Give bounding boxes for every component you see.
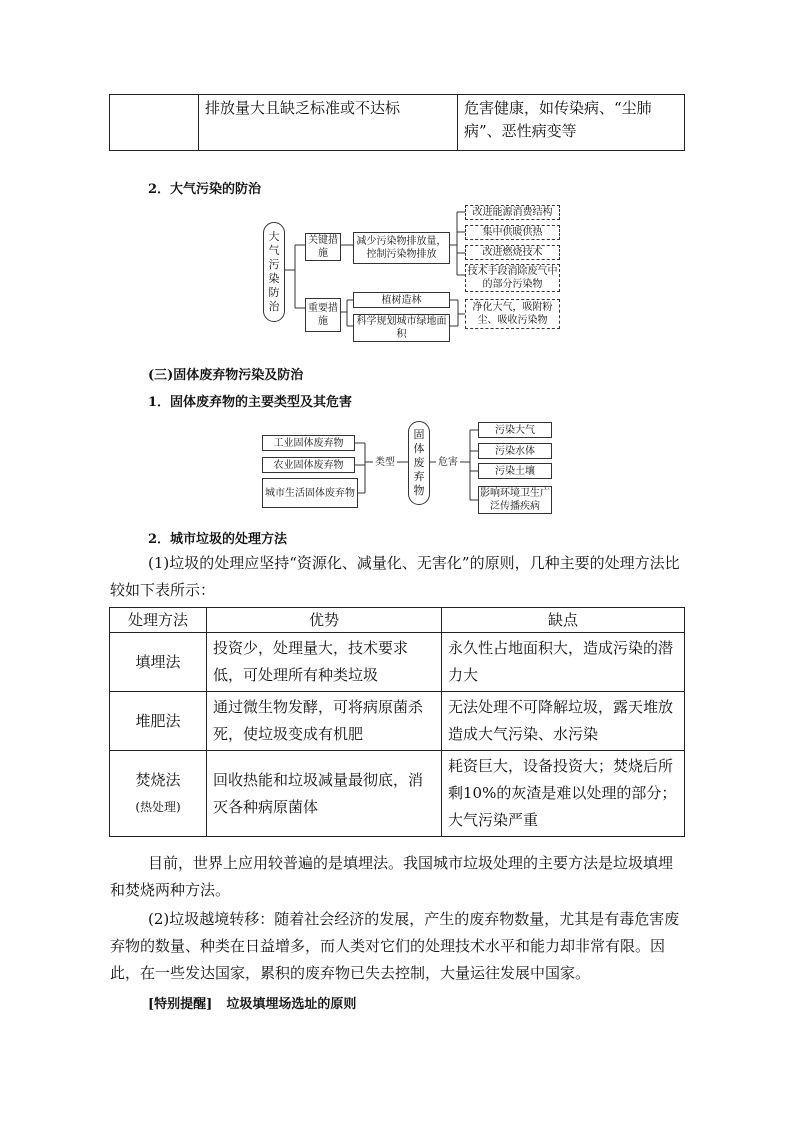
table-header-cell: 缺点 [442,608,685,633]
table-row [110,751,685,837]
key-item-label: 减少污染物排放量，控制污染物排放 [356,236,447,260]
type-label: 类型 [373,453,397,468]
harm-box [478,422,552,438]
special-note-text: 垃圾填埋场选址的原则 [226,997,357,1012]
harm-box [478,443,552,459]
method-cell [110,751,207,837]
waste-type-label: 工业固体废弃物 [273,437,344,449]
waste-type-box [262,435,355,451]
table-header-cell: 处理方法 [110,608,207,633]
important-outcome-label: 净化大气，吸附粉尘、吸收污染物 [472,302,553,326]
air-root-label: 大气污染防治 [268,230,280,313]
table-header-cell: 优势 [207,608,442,633]
solid-sub-heading: 1．固体废弃物的主要类型及其危害 [148,395,353,410]
solid-waste-center-label: 固体废弃物 [413,428,425,497]
important-item-label: 植树造林 [381,294,422,306]
important-measures-label: 重要措施 [308,303,338,327]
harm-label: 危害 [436,453,460,468]
harm-box [478,486,552,514]
waste-type-label: 城市生活固体废弃物 [265,487,355,499]
method-name: 焚烧法 [135,770,181,789]
top-table-cell-cause: 排放量大且缺乏标准或不达标 [199,95,458,151]
key-measures-label: 关键措施 [308,235,338,259]
special-note [148,993,356,1012]
waste-type-box [262,478,358,508]
cons-cell: 无法处理不可降解垃圾，露天堆放造成大气污染、水污染 [442,692,685,751]
waste-type-label: 农业固体废弃物 [273,459,344,471]
garbage-methods-table [109,607,685,837]
harm-box [478,463,552,479]
key-outcome-label: 改进燃烧技术 [482,247,543,258]
garbage-intro: (1)垃圾的处理应坚持“资源化、减量化、无害化”的原则，几种主要的处理方法比较如下表所示： [110,554,680,599]
special-note-label: [特别提醒] [148,997,213,1012]
key-outcome-label: 改进能源消费结构 [472,207,553,218]
method-note: (热处理) [135,799,181,814]
pros-cell: 投资少，处理量大，技术要求低，可处理所有种类垃圾 [207,633,442,692]
table-header-row [110,608,685,633]
key-outcome-label: 技术手段消除废气中的部分污染物 [467,266,558,290]
solid-heading: (三)固体废弃物污染及防治 [148,368,304,383]
important-item-label: 科学规划城市绿地面积 [356,316,447,340]
paragraph-2: (2)垃圾越境转移：随着社会经济的发展，产生的废弃物数量，尤其是有毒危害废弃物的数量、种类在日益增多，而人类对它们的处理技术水平和能力却非常有限。因此，在一些发达国家，累积的废弃物已失去控制，大量运往发展中国家。 [110,910,680,982]
solid-waste-center-box [408,421,430,505]
paragraph-1: 目前，世界上应用较普遍的是填埋法。我国城市垃圾处理的主要方法是垃圾填埋和焚烧两种方法。 [110,854,674,899]
pros-cell: 回收热能和垃圾减量最彻底，消灭各种病原菌体 [207,751,442,837]
top-table-cell-harm: 危害健康，如传染病、“尘肺病”、恶性病变等 [458,95,685,151]
harm-item-label: 污染土壤 [495,465,535,477]
cons-cell: 永久性占地面积大，造成污染的潜力大 [442,633,685,692]
harm-item-label: 污染水体 [495,445,535,457]
harm-item-label: 污染大气 [495,424,535,436]
table-row [110,633,685,692]
garbage-heading: 2．城市垃圾的处理方法 [148,532,288,547]
pros-cell: 通过微生物发酵，可将病原菌杀死，使垃圾变成有机肥 [207,692,442,751]
cons-cell: 耗资巨大，设备投资大；焚烧后所剩10%的灰渣是难以处理的部分；大气污染严重 [442,751,685,837]
waste-type-box [262,457,355,473]
air-heading: 2．大气污染的防治 [148,182,262,197]
key-outcome-label: 集中供暖供热 [482,227,543,238]
table-row [110,692,685,751]
harm-item-label: 影响环境卫生广泛传播疾病 [480,488,550,512]
method-cell: 堆肥法 [110,692,207,751]
method-cell: 填埋法 [110,633,207,692]
